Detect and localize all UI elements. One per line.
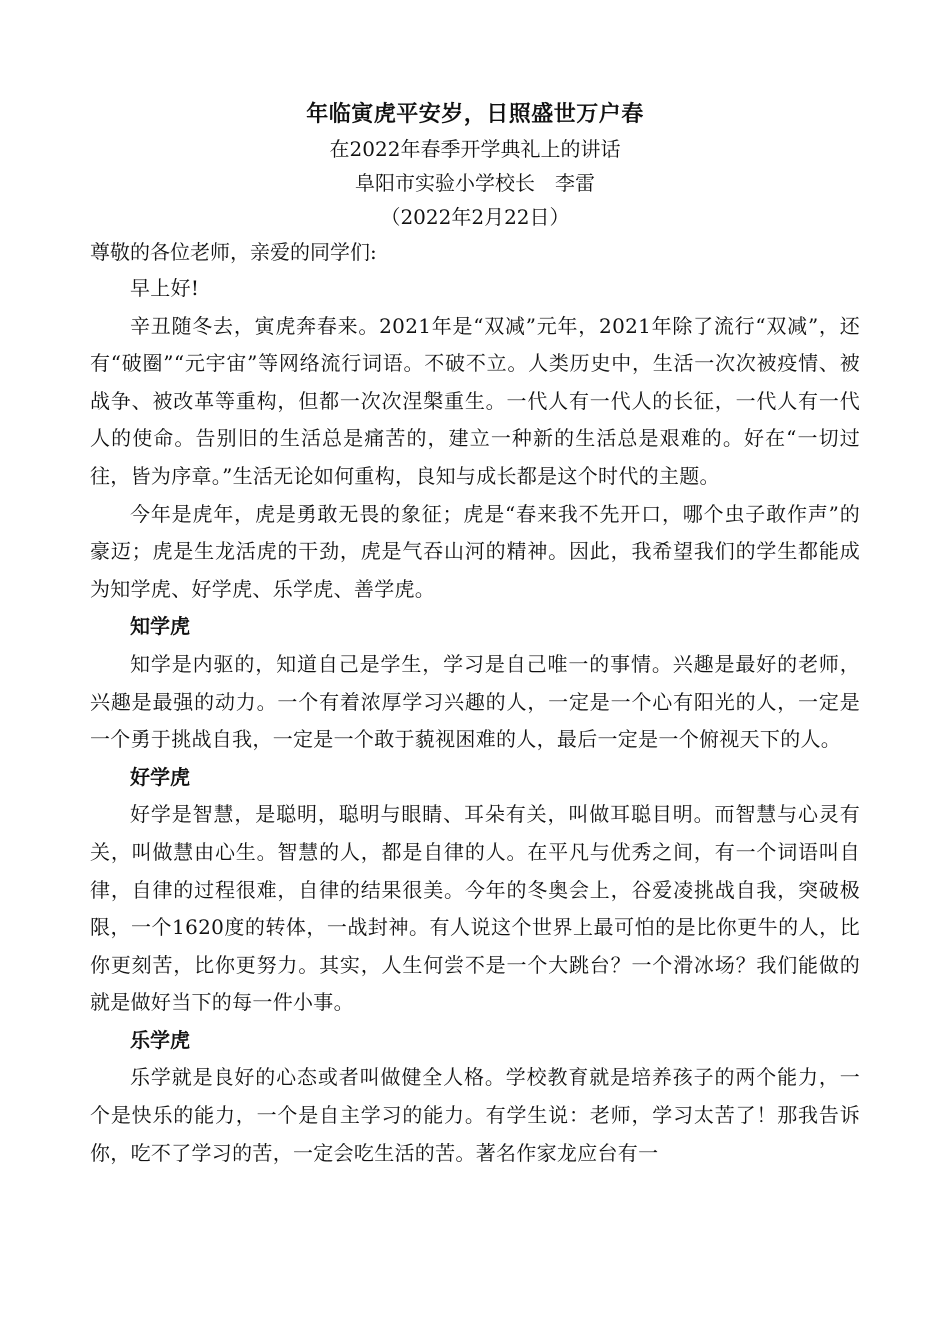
greeting: 早上好!: [130, 276, 200, 300]
paragraph-lexue: 乐学就是良好的心态或者叫做健全人格。学校教育就是培养孩子的两个能力，一个是快乐的能力，一个是自主学习的能力。有学生说：老师，学习太苦了！那我告诉你，吃不了学习的苦，一定会吃生活的苦。著名作家龙应台有一: [90, 1065, 860, 1165]
document-author: 阜阳市实验小学校长 李雷: [355, 171, 595, 195]
document-page: [90, 96, 860, 1172]
document-date: （2022年2月22日）: [380, 205, 570, 229]
paragraph-tiger-year: 今年是虎年，虎是勇敢无畏的象征；虎是“春来我不先开口，哪个虫子敢作声”的豪迈；虎是生龙活虎的干劲，虎是气吞山河的精神。因此，我希望我们的学生都能成为知学虎、好学虎、乐学虎、善学虎。: [90, 501, 860, 601]
document-subtitle: 在2022年春季开学典礼上的讲话: [329, 137, 621, 161]
paragraph-intro: 辛丑随冬去，寅虎奔春来。2021年是“双减”元年，2021年除了流行“双减”，还有“破圈”“元宇宙”等网络流行词语。不破不立。人类历史中，生活一次次被疫情、被战争、被改革等重构，但都一次次涅槃重生。一代人有一代人的长征，一代人有一代人的使命。告别旧的生活总是痛苦的，建立一种新的生活总是艰难的。好在“一切过往，皆为序章。”生活无论如何重构，良知与成长都是这个时代的主题。: [90, 313, 860, 488]
salutation: 尊敬的各位老师，亲爱的同学们:: [90, 240, 377, 264]
section-heading-haoxue: 好学虎: [130, 764, 190, 789]
section-heading-lexue: 乐学虎: [130, 1027, 190, 1052]
section-heading-zhixue: 知学虎: [130, 614, 190, 639]
paragraph-haoxue: 好学是智慧，是聪明，聪明与眼睛、耳朵有关，叫做耳聪目明。而智慧与心灵有关，叫做慧由心生。智慧的人，都是自律的人。在平凡与优秀之间，有一个词语叫自律，自律的过程很难，自律的结果很美。今年的冬奥会上，谷爱凌挑战自我，突破极限，一个1620度的转体，一战封神。有人说这个世界上最可怕的是比你更牛的人，比你更刻苦，比你更努力。其实，人生何尝不是一个大跳台？一个滑冰场？我们能做的就是做好当下的每一件小事。: [90, 802, 860, 1015]
document-title: 年临寅虎平安岁，日照盛世万户春: [306, 101, 644, 127]
paragraph-zhixue: 知学是内驱的，知道自己是学生，学习是自己唯一的事情。兴趣是最好的老师，兴趣是最强的动力。一个有着浓厚学习兴趣的人，一定是一个心有阳光的人，一定是一个勇于挑战自我，一定是一个敢于藐视困难的人，最后一定是一个俯视天下的人。: [90, 651, 860, 752]
